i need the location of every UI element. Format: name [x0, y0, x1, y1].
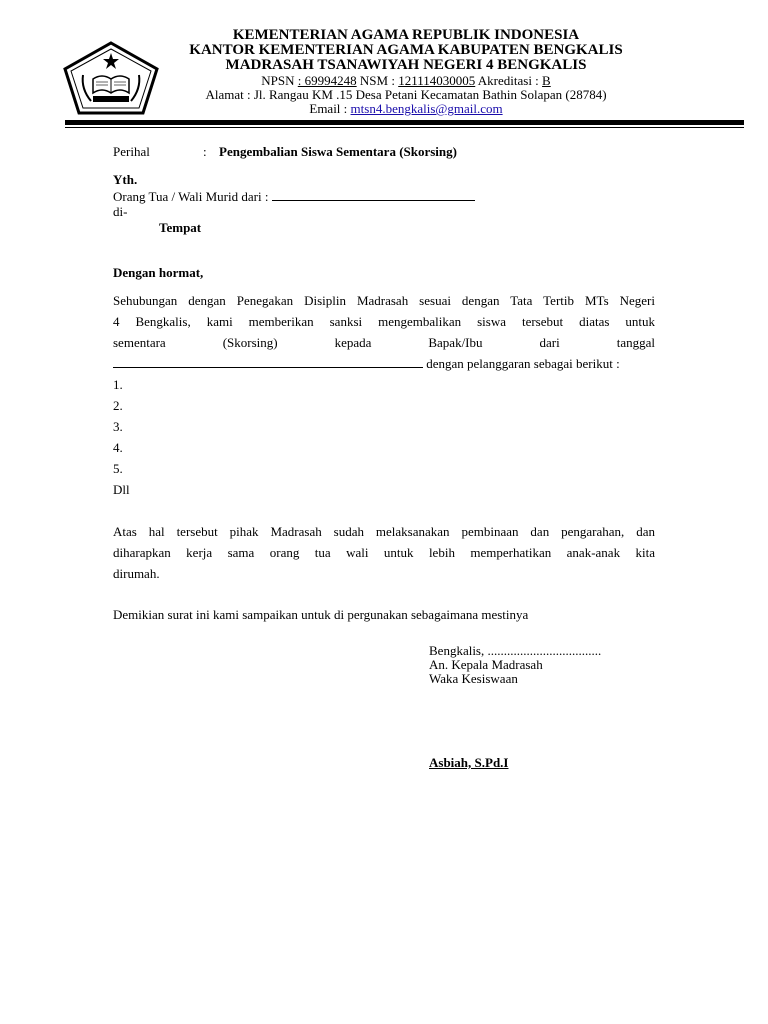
- closing-sentence: Demikian surat ini kami sampaikan untuk di pergunakan sebagaimana mestinya: [113, 607, 529, 622]
- recipient-line: [113, 188, 475, 204]
- yth: Yth.: [113, 172, 138, 187]
- p1-line-4: [113, 353, 655, 374]
- signer-name: Asbiah, S.Pd.I: [429, 755, 509, 770]
- header-address: Alamat : Jl. Rangau KM .15 Desa Petani Kecamatan Bathin Solapan (28784): [205, 87, 607, 102]
- akreditasi-value: B: [542, 73, 551, 88]
- list-item: 5.: [113, 461, 123, 476]
- email-label: Email :: [309, 101, 351, 116]
- date-blank: [113, 355, 423, 368]
- nsm-value: 121114030005: [398, 73, 476, 88]
- p1-line-3-word: tanggal: [616, 335, 655, 350]
- header-ministry: KEMENTERIAN AGAMA REPUBLIK INDONESIA: [232, 27, 580, 43]
- header-email: [0, 102, 768, 116]
- paragraph-1: [113, 290, 655, 374]
- p1-line-3-word: kepada: [334, 335, 372, 350]
- place-date: Bengkalis, ...................................: [429, 643, 602, 658]
- header-school: MADRASAH TSANAWIYAH NEGERI 4 BENGKALIS: [225, 57, 587, 73]
- sign-role-1: An. Kepala Madrasah: [429, 657, 543, 672]
- p1-line-2: 4 Bengkalis, kami memberikan sanksi mengembalikan siswa tersebut diatas untuk: [113, 314, 655, 329]
- p1-line-3: [113, 332, 655, 353]
- recipient-label: Orang Tua / Wali Murid dari :: [113, 189, 272, 204]
- list-item: 3.: [113, 419, 123, 434]
- p2-line-3: dirumah.: [113, 566, 160, 581]
- header-divider-thin: [65, 127, 744, 128]
- p1-line-3-word: Bapak/Ibu: [428, 335, 483, 350]
- p1-line-3-word: sementara: [113, 335, 166, 350]
- header-office: KANTOR KEMENTERIAN AGAMA KABUPATEN BENGKALIS: [189, 42, 623, 58]
- violation-list: [113, 374, 130, 500]
- list-item: 2.: [113, 398, 123, 413]
- list-item: 1.: [113, 377, 123, 392]
- perihal-colon: :: [203, 144, 207, 159]
- list-item: 4.: [113, 440, 123, 455]
- p1-line-3-word: (Skorsing): [222, 335, 278, 350]
- tempat-label: Tempat: [159, 220, 202, 235]
- p1-line-3-word: dari: [539, 335, 560, 350]
- header-ids: [0, 74, 768, 88]
- perihal-label: Perihal: [113, 144, 150, 159]
- list-item: Dll: [113, 482, 130, 497]
- akreditasi-label: Akreditasi :: [475, 73, 543, 88]
- sign-role-2: Waka Kesiswaan: [429, 671, 518, 686]
- nsm-label: NSM :: [356, 73, 399, 88]
- npsn-value: : 69994248: [297, 73, 357, 88]
- greeting: Dengan hormat,: [113, 265, 204, 280]
- email-link[interactable]: mtsn4.bengkalis@gmail.com: [350, 101, 503, 116]
- p1-line-4-tail: dengan pelanggaran sebagai berikut :: [423, 356, 620, 371]
- perihal-value: Pengembalian Siswa Sementara (Skorsing): [219, 144, 457, 159]
- paragraph-2: [113, 521, 655, 584]
- npsn-label: NPSN: [261, 73, 298, 88]
- header-divider-thick: [65, 120, 744, 125]
- p1-line-1: Sehubungan dengan Penegakan Disiplin Madrasah sesuai dengan Tata Tertib MTs Negeri: [113, 293, 655, 308]
- p2-line-1: Atas hal tersebut pihak Madrasah sudah melaksanakan pembinaan dan pengarahan, dan: [113, 524, 655, 539]
- di-label: di-: [113, 204, 128, 219]
- p2-line-2: diharapkan kerja sama orang tua wali untuk lebih memperhatikan anak-anak kita: [113, 545, 655, 560]
- recipient-blank: [272, 188, 475, 201]
